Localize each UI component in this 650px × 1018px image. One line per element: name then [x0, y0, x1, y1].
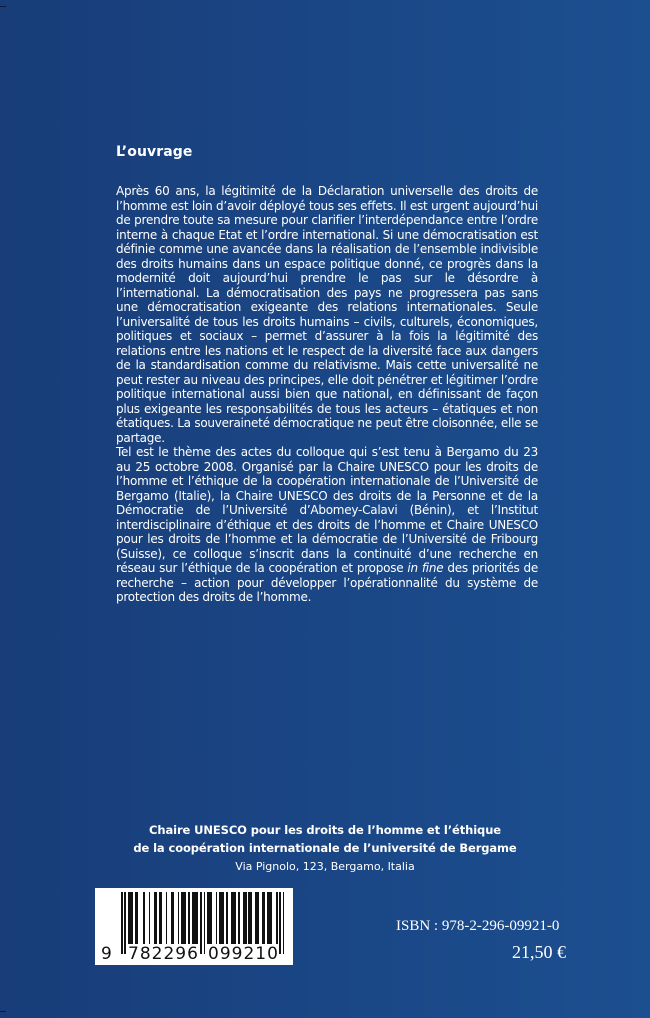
section-heading: L’ouvrage	[116, 144, 193, 160]
book-description	[116, 184, 538, 605]
description-paragraph-1: Après 60 ans, la légitimité de la Déclaration universelle des droits de l’homme est loin d’avoir déployé tous ses effets. Il est urgent aujourd’hui de prendre toute sa mesure pour clarifier l’interdépendance entre l’ordre interne à chaque Etat et l’ordre international. Si une démocratisation est définie comme une avancée dans la réalisation de l’ensemble indivisible des droits humains dans un espace politique donné, ce progrès dans la modernité doit aujourd’hui prendre le pas sur le désordre à l’international. La démocratisation des pays ne progressera pas sans une démocratisation exigeante des relations internationales. Seule l’universalité de tous les droits humains – civils, culturels, économiques, politiques et sociaux – permet d’assurer à la fois la légitimité des relations entre les nations et le respect de la diversité face aux dangers de la standardisation comme du relativisme. Mais cette universalité ne peut rester au niveau des principes, elle doit pénétrer et légitimer l’ordre politique international aussi bien que national, en définissant de façon plus exigeante les responsabilités de tous les acteurs – étatiques et non étatiques. La souveraineté démocratique ne peut être cloisonnée, elle se partage.	[116, 184, 538, 445]
paragraph-2-text-b: des priorités de recherche – action pour développer l’opérationnalité du système de protection des droits de l’homme.	[116, 561, 538, 604]
isbn-barcode	[95, 888, 293, 965]
italic-phrase: in fine	[407, 561, 444, 575]
publisher-name-line-2: de la coopération internationale de l’université de Bergame	[133, 841, 517, 855]
barcode-bars	[121, 892, 285, 948]
description-paragraph-2	[116, 445, 538, 605]
crop-mark-top-left	[0, 6, 6, 7]
crop-mark-bottom-left	[0, 1011, 6, 1012]
price-label: 21,50 €	[512, 942, 566, 962]
publisher-name-line-1: Chaire UNESCO pour les droits de l’homme et l’éthique	[149, 823, 501, 837]
barcode-bar	[192, 892, 199, 944]
barcode-left-digits: 782296	[128, 944, 199, 964]
barcode-right-digits: 099210	[208, 944, 279, 964]
publisher-address: Via Pignolo, 123, Bergamo, Italia	[235, 860, 415, 873]
publisher-block	[100, 821, 550, 877]
barcode-digits	[95, 944, 293, 964]
paragraph-2-text-a: Tel est le thème des actes du colloque qui s’est tenu à Bergamo du 23 au 25 octobre 2008. Organisé par la Chaire UNESCO pour les droits de l’homme et l’éthique de la coopération internationale de l’Université de Bergamo (Italie), la Chaire UNESCO des droits de la Personne et de la Démocratie de l’Université d’Abomey-Calavi (Bénin), et l’Institut interdisciplinaire d’éthique et des droits de l’homme et Chaire UNESCO pour les droits de l’homme et la démocratie de l’Université de Fribourg (Suisse), ce colloque s’inscrit dans la continuité d’une recherche en réseau sur l’éthique de la coopération et propose	[116, 445, 538, 575]
barcode-first-digit: 9	[101, 944, 112, 964]
isbn-label: ISBN : 978-2-296-09921-0	[396, 918, 560, 934]
